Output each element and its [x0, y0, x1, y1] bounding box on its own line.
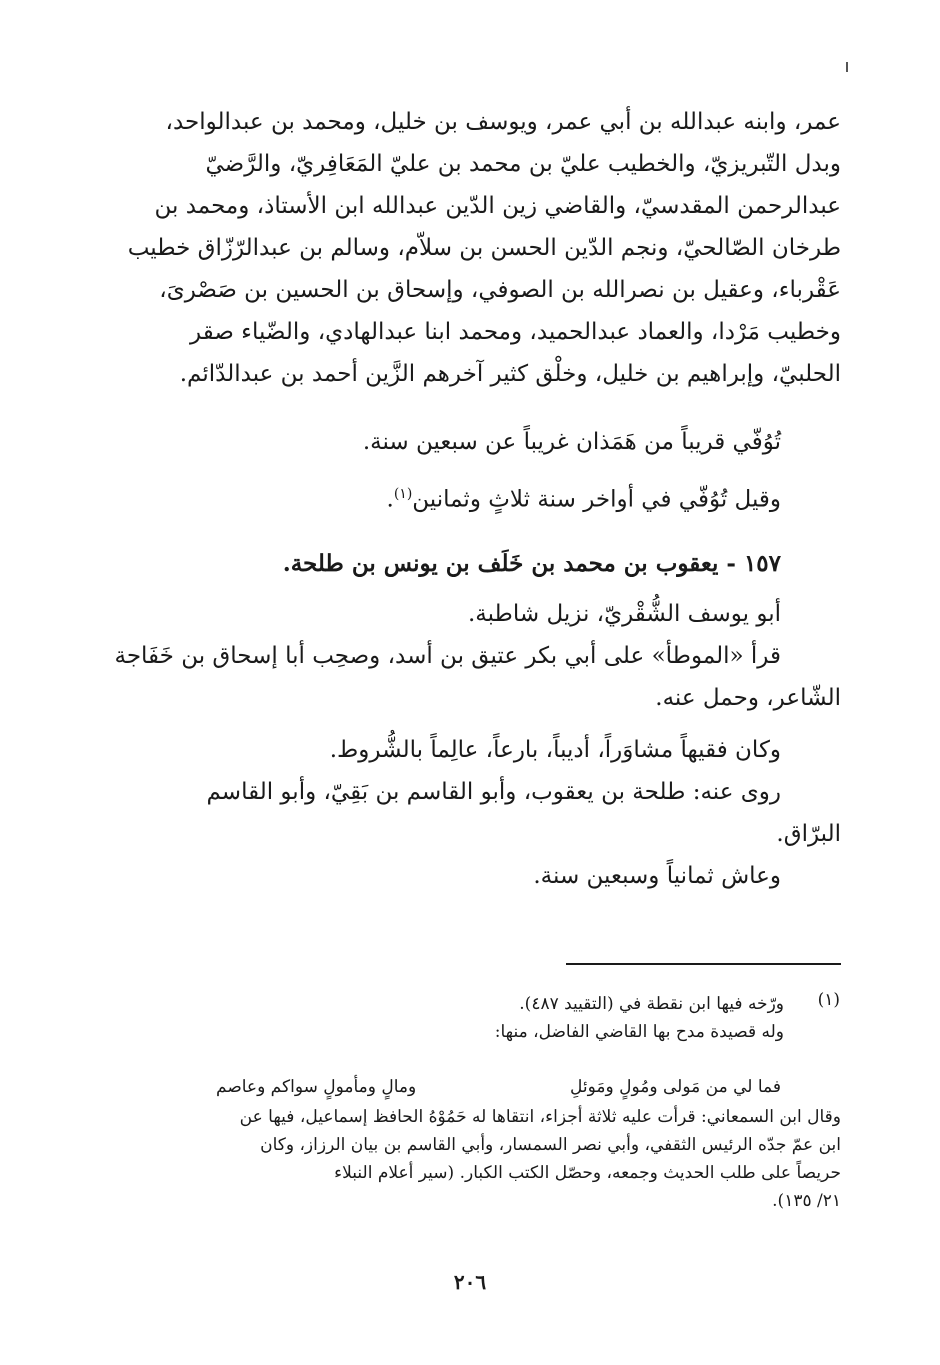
lifespan-line: وعاش ثمانياً وسبعين سنة.	[533, 863, 781, 889]
footnote-separator	[566, 963, 841, 965]
description-line: وكان فقيهاً مشاوَراً، أديباً، بارعاً، عالِماً بالشُّروط.	[329, 737, 781, 763]
reading-line-continued: الشّاعر، وحمل عنه.	[655, 685, 841, 711]
verse-hemistich-second: ومالٍ ومأمولٍ سواكم وعاصم	[216, 1077, 417, 1097]
death-note-alt-text: وقيل تُوُفّي في أواخر سنة ثلاثٍ وثمانين	[412, 486, 781, 513]
death-notes	[116, 421, 841, 521]
narrators-line: روى عنه: طلحة بن يعقوب، وأبو القاسم بن بَقِيّ، وأبو القاسم	[206, 779, 781, 805]
text-line: الحلبيّ، وإبراهيم بن خليل، وخلْق كثير آخرهم الزَّين أحمد بن عبدالدّائم.	[179, 361, 841, 387]
footnote-line: ٢١/ ١٣٥).	[772, 1191, 841, 1211]
footnote-ref[interactable]: (١)	[393, 486, 413, 502]
footnote-line: وقال ابن السمعاني: قرأت عليه ثلاثة أجزاء، انتقاها له حَمُوْهُ الحافظ إسماعيل، فيها عن	[239, 1107, 841, 1127]
text-line: عَقْرباء، وعقيل بن نصرالله بن الصوفي، وإسحاق بن الحسين بن صَصْرىَ،	[159, 277, 841, 303]
footnote-line: حريصاً على طلب الحديث وجمعه، وحصّل الكتب الكبار. (سير أعلام النبلاء	[334, 1163, 841, 1183]
text-line: وخطيب مَرْدا، والعماد عبدالحميد، ومحمد ابنا عبدالهادي، والضّياء صقر	[190, 319, 841, 345]
footnote-line: ابن عمّ جدّه الرئيس الثقفي، وأبي نصر السمسار، وأبي القاسم بن بيان الرزاز، وكان	[260, 1135, 841, 1155]
footnote-line: ورّخه فيها ابن نقطة في (التقييد ٤٨٧).	[519, 994, 784, 1014]
verse-line	[116, 1073, 841, 1101]
verse-hemistich-first: فما لي من مَولى ومُولٍ ومَوئلِ	[570, 1077, 781, 1097]
main-text-block	[116, 101, 841, 395]
margin-mark	[846, 62, 848, 72]
footnote-number: (١)	[817, 990, 840, 1010]
footnote-verse	[116, 1073, 841, 1101]
footnote-continued	[116, 1103, 841, 1215]
death-note-alt	[116, 473, 841, 521]
footnote-line: وله قصيدة مدح بها القاضي الفاضل، منها:	[494, 1022, 784, 1042]
entry-heading: ١٥٧ - يعقوب بن محمد بن خَلَف بن يونس بن طلحة.	[282, 550, 781, 577]
death-note: تُوُفّي قريباً من هَمَذان غريباً عن سبعين سنة.	[362, 429, 781, 455]
text-line: عبدالرحمن المقدسيّ، والقاضي زين الدّين عبدالله ابن الأستاذ، ومحمد بن	[154, 193, 841, 219]
footnote-body	[214, 990, 784, 1046]
kunya-line: أبو يوسف الشُّقْريّ، نزيل شاطبة.	[467, 601, 781, 627]
death-note-alt-end: .	[386, 486, 394, 513]
text-line: عمر، وابنه عبدالله بن أبي عمر، ويوسف بن خليل، ومحمد بن عبدالواحد،	[165, 109, 841, 135]
narrators-line-continued: البرّاق.	[776, 821, 841, 847]
text-line: وبدل التّبريزيّ، والخطيب عليّ بن محمد بن عليّ المَعَافِريّ، والرَّضيّ	[205, 151, 841, 177]
reading-line: قرأ «الموطأ» على أبي بكر عتيق بن أسد، وصحِب أبا إسحاق بن خَفَاجة	[114, 643, 781, 669]
entry-157	[116, 543, 841, 585]
entry-body	[116, 593, 841, 897]
text-line: طرخان الصّالحيّ، ونجم الدّين الحسن بن سلاّم، وسالم بن عبدالرّزّاق خطيب	[127, 235, 841, 261]
page-number: ٢٠٦	[453, 1270, 487, 1294]
